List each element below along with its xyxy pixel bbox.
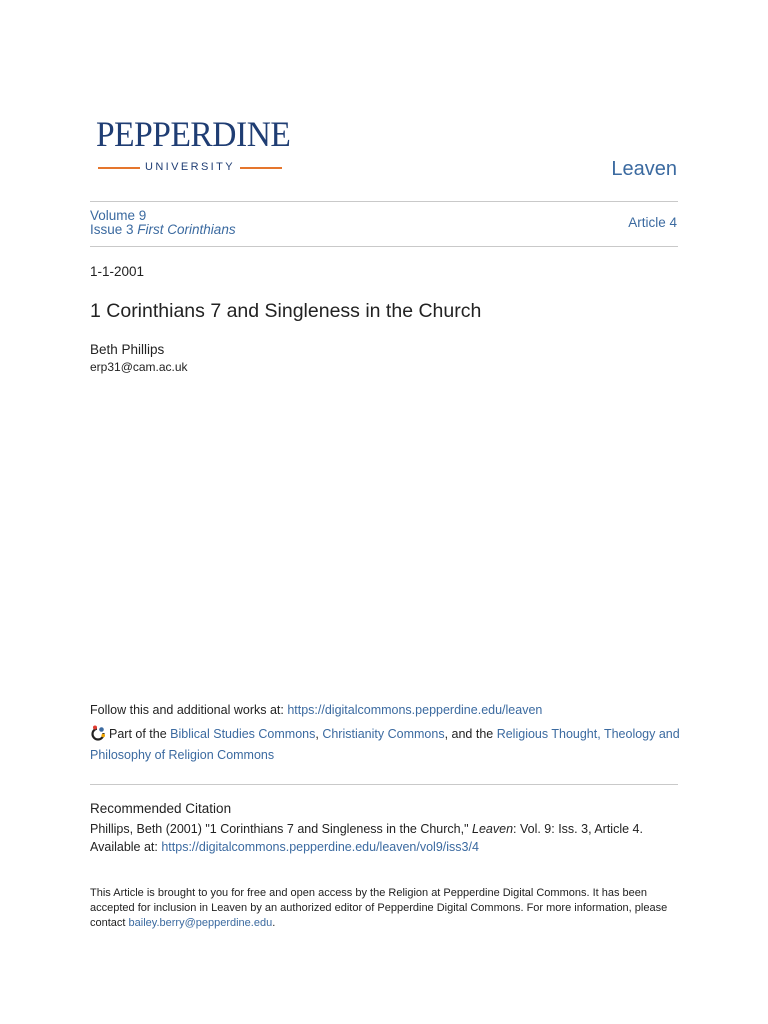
author-email: erp31@cam.ac.uk bbox=[90, 360, 188, 374]
article-link[interactable]: Article 4 bbox=[628, 215, 677, 230]
divider-header-bottom bbox=[90, 246, 678, 247]
recommended-citation-heading: Recommended Citation bbox=[90, 801, 232, 816]
biblical-studies-commons-link[interactable]: Biblical Studies Commons bbox=[170, 727, 316, 741]
journal-link[interactable]: Leaven bbox=[611, 158, 677, 180]
access-notice bbox=[90, 886, 680, 931]
publication-date: 1-1-2001 bbox=[90, 264, 145, 279]
part-of-prefix: Part of the bbox=[109, 727, 171, 741]
logo-wordmark: PEPPERDINE bbox=[96, 114, 291, 154]
follow-line bbox=[90, 703, 542, 717]
divider-citation bbox=[90, 784, 678, 785]
citation-url-link[interactable]: https://digitalcommons.pepperdine.edu/leaven/vol9/iss3/4 bbox=[161, 840, 479, 854]
author-name: Beth Phillips bbox=[90, 342, 165, 357]
contact-email-link[interactable]: bailey.berry@pepperdine.edu bbox=[128, 917, 273, 929]
religious-thought-commons-link[interactable]: Religious Thought, Theology and Philosophy of Religion Commons bbox=[90, 727, 680, 762]
part-of-section bbox=[90, 724, 680, 766]
issue-number: Issue 3 bbox=[90, 222, 134, 237]
logo-subtitle-row bbox=[98, 160, 282, 174]
issue-title: First Corinthians bbox=[137, 222, 236, 237]
pepperdine-logo bbox=[96, 114, 291, 178]
citation-text-after: : Vol. 9: Iss. 3, Article 4. bbox=[513, 822, 643, 836]
logo-rule-left bbox=[98, 167, 140, 169]
network-commons-icon bbox=[90, 725, 106, 741]
logo-subtitle: UNIVERSITY bbox=[144, 161, 235, 173]
volume-link[interactable]: Volume 9 bbox=[90, 208, 147, 223]
citation-text-before: Phillips, Beth (2001) "1 Corinthians 7 and Singleness in the Church," bbox=[90, 822, 473, 836]
issue-link[interactable] bbox=[90, 223, 236, 237]
christianity-commons-link[interactable]: Christianity Commons bbox=[322, 727, 445, 741]
part-of-sep2: , and the bbox=[444, 727, 497, 741]
citation-text bbox=[90, 820, 680, 856]
logo-rule-right bbox=[240, 167, 282, 169]
citation-journal: Leaven bbox=[472, 822, 514, 836]
citation-available-label: Available at: bbox=[90, 840, 162, 854]
follow-url-link[interactable]: https://digitalcommons.pepperdine.edu/leaven bbox=[287, 703, 543, 717]
follow-text: Follow this and additional works at: bbox=[90, 703, 288, 717]
divider-top bbox=[90, 201, 678, 202]
article-title: 1 Corinthians 7 and Singleness in the Church bbox=[90, 300, 482, 322]
part-of-sep1: , bbox=[315, 727, 323, 741]
access-notice-text: This Article is brought to you for free and open access by the Religion at Pepperdine Digital Commons. It has been accepted for inclusion in Leaven by an authorized editor of Pepperdine Digital Commons. For more information, please contact bbox=[90, 887, 668, 929]
access-notice-end: . bbox=[272, 917, 276, 929]
